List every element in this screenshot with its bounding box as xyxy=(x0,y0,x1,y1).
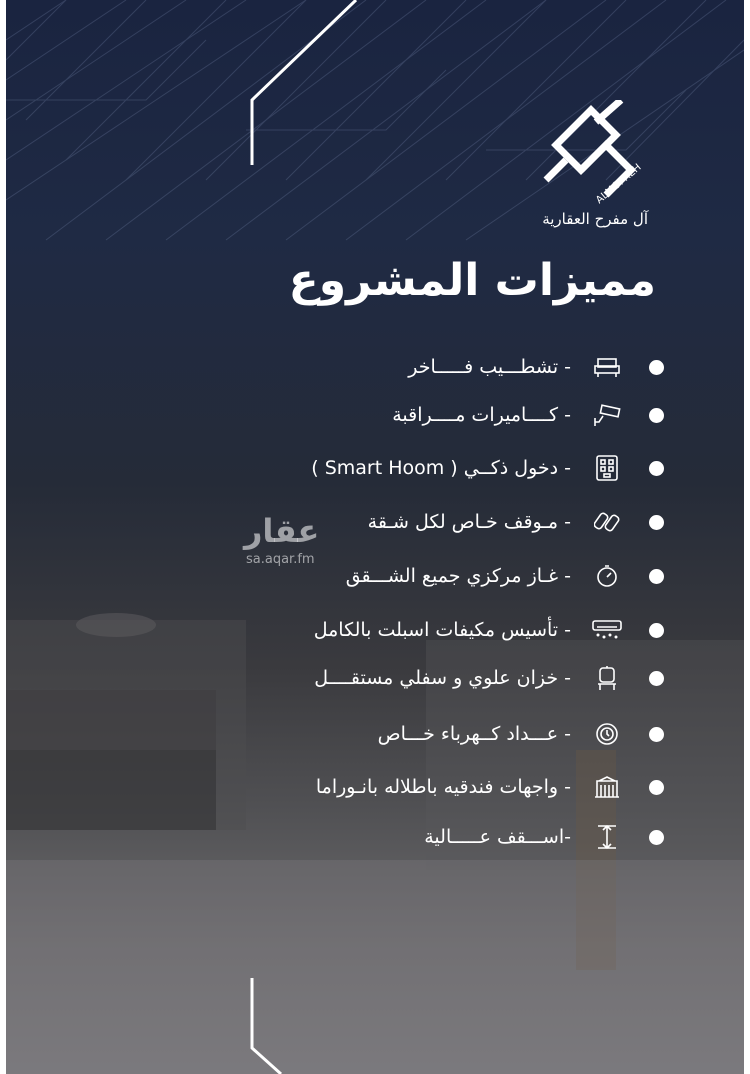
list-item xyxy=(104,769,664,805)
feature-text: - تأسيس مكيفات اسبلت بالكامل xyxy=(313,619,571,641)
camera-icon xyxy=(591,401,623,429)
feature-text: - واجهات فندقيه باطلاله بانـوراما xyxy=(315,776,571,798)
brand-name: آل مفرح العقارية xyxy=(542,210,648,228)
bullet-dot xyxy=(649,727,664,742)
feature-text: - كــــاميرات مــــراقبة xyxy=(392,404,571,426)
bullet-dot xyxy=(649,623,664,638)
feature-text: - عـــداد كــهرباء خـــاص xyxy=(377,723,571,745)
feature-text: - غـاز مركزي جميع الشـــقق xyxy=(345,565,571,587)
bullet-dot xyxy=(649,569,664,584)
bullet-dot xyxy=(649,408,664,423)
feature-text: -اســـقف عـــــالية xyxy=(424,826,571,848)
air-conditioner-icon xyxy=(591,616,623,644)
list-item xyxy=(104,397,664,433)
list-item xyxy=(104,819,664,855)
electric-meter-icon xyxy=(591,720,623,748)
bullet-dot xyxy=(649,360,664,375)
bullet-dot xyxy=(649,515,664,530)
feature-text: - دخول ذكــي ( Smart Hoom ) xyxy=(311,457,571,479)
list-item xyxy=(104,349,664,385)
parking-icon xyxy=(591,508,623,536)
bullet-dot xyxy=(649,461,664,476)
building-icon xyxy=(591,773,623,801)
sofa-icon xyxy=(591,353,623,381)
poster xyxy=(6,0,744,1074)
gas-gauge-icon xyxy=(591,562,623,590)
list-item xyxy=(104,504,664,540)
svg-text:ALMOFREH: ALMOFREH xyxy=(594,162,644,207)
smart-lock-icon xyxy=(591,454,623,482)
bullet-dot xyxy=(649,671,664,686)
list-item xyxy=(104,716,664,752)
feature-text: - مـوقف خـاص لكل شـقة xyxy=(367,511,571,533)
list-item xyxy=(104,450,664,486)
bullet-dot xyxy=(649,780,664,795)
feature-text: - خزان علوي و سفلي مستقــــل xyxy=(314,667,571,689)
list-item xyxy=(104,612,664,648)
feature-text: - تشطـــيب فـــــاخر xyxy=(408,356,571,378)
bullet-dot xyxy=(649,830,664,845)
page-title: مميزات المشروع xyxy=(288,255,656,306)
water-tank-icon xyxy=(591,664,623,692)
features-list xyxy=(6,0,744,1074)
list-item xyxy=(104,558,664,594)
list-item xyxy=(104,660,664,696)
watermark-url: sa.aqar.fm xyxy=(246,552,315,567)
watermark-text: عقار xyxy=(244,512,320,550)
ceiling-icon xyxy=(591,823,623,851)
aqar-watermark xyxy=(238,512,328,572)
